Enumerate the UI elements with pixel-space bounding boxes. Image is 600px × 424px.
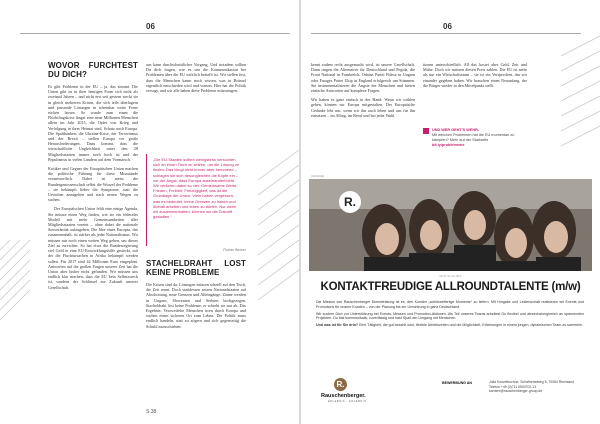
left-page <box>0 0 299 424</box>
stripe-decoration <box>561 36 600 156</box>
ad-paragraph: Eine Tätigkeit, die gut bezahlt wird, flexible Arbeitszeiten und die Möglichkeit, Erfahrungen in einem jungen, dynamischen Team zu sammeln. <box>359 323 583 328</box>
brand-tagline: ERLEBNIS · ERLEBNIS <box>328 400 367 403</box>
ad-label: ANZEIGE <box>311 174 325 178</box>
header-rule <box>20 33 290 34</box>
ad-logo: R. <box>339 191 361 213</box>
article-heading: WOVOR FÜRCHTEST DU DICH? <box>48 62 138 79</box>
paragraph: Es gibt Probleme in der EU – ja, das stimmt. Die Union gibt zu in ihrer heutigen Form sich nicht als zweimal Jahren – und nicht erst seit gestern steckt sie in gleich mehreren Krisen, die sich teils überlagern und passende Lösungen in scheinbar weite Ferne rücken lassen. So wurde zum einen die Flüchtlingskrise längst eine neue Millionen Menschen allein im Jahr 2015, die Opfer von Krieg und Verfolgung in ihrer Heimat sind, Schutz nach Europa. Die Spaltbänken, die Ukraine-Krise, der Terrorismus und der Brexit – stellen Europa vor große Herausforderungen. Dazu kommt, dass die wirtschaftliche Ungleichheit unter den 28 Mitgliedsstaaten immer noch hoch ist und der Populismus in vielen Ländern auf dem Vormarsch. <box>48 84 138 162</box>
pull-quote-author: Florian Becker <box>223 248 246 252</box>
article-column-1 <box>48 62 138 352</box>
brand-logo-icon: R. <box>334 378 347 391</box>
right-stripe-decoration <box>258 150 299 300</box>
ad-photo <box>309 179 592 271</box>
info-box <box>423 128 523 148</box>
ad-title: KONTAKTFREUDIGE ALLROUNDTALENTE (m/w) <box>320 281 581 293</box>
article-column-4 <box>423 62 527 120</box>
paragraph: kennt zudem recht ausgemacht wird, ist unsere Gesellschaft. Dann ringen die Alternative für Deutschland und Pegida, die Front National in Frankreich, Orbáns Partei Fidesz in Ungarn oder Farages Partei Ukip in England erfolgreich um Stimmen. Sie instrumentalisieren die Ängste der Menschen und bieten einfache Antworten auf komplexe Fragen. <box>311 62 415 94</box>
paragraph: Die Krisen sind da. Lösungen müssen schnell auf den Tisch, die Zeit rennt. Doch stattdessen setzen Nationalstaaten auf Abschottung, neue Grenzen und Alleingänge. Zäune werden in Ungarn, Slowenien und Serbien hochgezogen. Stacheldraht löst keine Probleme, er schiebt sie nur ab. Das Ergebnis: Verzweifelte Menschen irren durch Europa und suchen einen sicheren Ort zum Leben. Die Politik muss endlich handeln, statt zu zögern und sich gegenseitig die Schuld zuzuschieben. <box>146 282 246 329</box>
ad-paragraph-lead: Und was ist für Sie drin? <box>316 323 359 328</box>
page-number: 06 <box>146 22 155 31</box>
paragraph: aus kann durchschnittlicher Vorgang. Und trotzdem sollten Du dich fragen, wie es um die Kommunikation bei Problemen über die EU wirklich bestellt ist. Wir stellen fest, dass die Menschen kaum noch wissen, was in Brüssel eigentlich entschieden wird und warum. Hier hat die Politik versagt, und wir alle haben diese Probleme mitzutragen. <box>146 62 246 94</box>
ad-paragraph: Wir suchen Dich zur Unterstützung bei Events, Messen und Promotion-Aktionen. Als Teil unseres Teams arbeitest Du flexibel und abwechslungsreich an spannenden Projekten. Du bist kommunikativ, zuverlässig und hast Spaß am Umgang mit Menschen. <box>316 311 584 321</box>
article-column-2-bottom <box>146 282 246 384</box>
ad-paragraph: Die Mission von Rauschenberger Dienstleistung ist es, den Kunden „schlüsselfertige Momente“ zu liefern. Mit Hingabe und Leidenschaft realisieren wir Events und Promotions für unsere Kunden – von der Planung bis zur Umsetzung in ganz Deutschland. <box>316 300 584 309</box>
contact-phone[interactable]: Telefon +49 (0)711 6504702-13 <box>489 384 537 389</box>
info-box-text: Mit welchen Problemen hat die EU momentan zu kämpfen? Mehr auf der Startseite <box>432 133 515 142</box>
chart-icon <box>423 128 429 134</box>
page-number: 06 <box>443 22 452 31</box>
footer-page-number: S.38 <box>146 409 157 415</box>
paragraph: Wir haben es ganz einfach in der Hand: Wenn wir wählen gehen, können wir Europa mitgestalten. Der Europäische Gedanke lebt nur, wenn wir ihn auch leben und uns für ihn einsetzen – im Alltag, im Beruf und bei jeder Wahl. <box>311 97 415 118</box>
apply-label: BEWERBUNG AN <box>442 381 473 385</box>
right-page <box>301 0 600 424</box>
info-box-title: UND WER GEHT'S WEHR- <box>432 128 480 132</box>
stripe-decoration <box>0 240 30 330</box>
ad-body <box>316 300 584 330</box>
paragraph: Der Europäischen Union fehlt eine einige Agenda. Sie müsste einen Weg finden, wie sie ein föderales Modell mit mehr Gemeinsamkeiten aller Mitgliedsstaaten vereint – ohne dabei die nationale Souveränität aufzugeben. Die Idee eines Europas, das zusammenhält, ist stärker als jeder Nationalismus. Wir müssen nur noch einen weiten Weg gehen, um dieses Ziel zu erreichen. So hat etwa die Bundesregierung viel Geld in eine EU-Entwicklungshilfe gesteckt, mit der die Fluchtursachen in Afrika bekämpft werden sollen. Für 2017 sind 42 Millionen Euro eingeplant. Antworten auf die großen Fragen unserer Zeit hat die Union aber bisher nicht gefunden. Wir müssen uns endlich klar machen, dass die EU kein Selbstzweck ist, sondern der Schlüssel zur Zukunft unserer Gesellschaft. <box>48 206 138 290</box>
ad-footer <box>316 378 584 406</box>
contact-email[interactable]: karriere@rauschenberger-group.de <box>489 389 543 393</box>
advertisement <box>301 174 600 424</box>
paragraph: tionen unterschiedlich. All das kostet aber Geld, Zeit und Mühe. Doch wir müssen diesen Preis zahlen. Die EU ist mehr als nur ein Wirtschaftsraum – sie ist ein Versprechen, das wir einander gegeben haben. Wir brauchen einen Neuanfang, der die Bürger wieder in den Mittelpunkt stellt. <box>423 62 527 88</box>
brand-name: Rauschenberger. <box>321 393 366 399</box>
article-column-2-top <box>146 62 246 144</box>
paragraph: Kritiker und Gegner der Europäischen Union machen die politische Führung für diese Missstände verantwortlich. Dabei ist meist die Bundesgenossenschaft selbst die Wurzel der Probleme – sie bekämpft lieber die Symptome, statt die Ursachen anzugehen und nach neuen Wegen zu suchen. <box>48 166 138 203</box>
header-rule <box>311 33 581 34</box>
pull-quote <box>146 154 246 246</box>
article-column-3 <box>311 62 415 170</box>
contact-block <box>489 380 574 394</box>
contact-address: Julia Kunzelbuchne, Schafhertalweg 5, 70084 Rheinland <box>489 380 575 384</box>
pull-quote-text: „Die EU-Staaten sollten wenigstens versuchen, sich an einen Tisch zu setzen, um die Lösung zu finden. Das klingt nicht immer aber hemmend – schlagen sie sich desungleichen die Köpfe ein – vor der Angst, dass Europa auseinanderbricht. Wir verlieren dabei so viel: Gemeinsame Werte, Frieden, Freiheit, Freizügigkeit, das ist die Grundlage der Union. Viele haben vergessen, was es bedeutet, keine Grenzen zu haben und überall arbeiten und leben zu dürfen. Nur wenn wir zusammenhalten, können wir die Zukunft gestalten.“ <box>153 157 240 220</box>
ad-caption: WIR SUCHEN <box>439 274 462 278</box>
section-heading: STACHELDRAHT LÖST KEINE PROBLEME <box>146 260 246 277</box>
info-box-link[interactable]: bit.ly/problememe <box>432 143 465 147</box>
section-heading-block <box>146 260 246 280</box>
